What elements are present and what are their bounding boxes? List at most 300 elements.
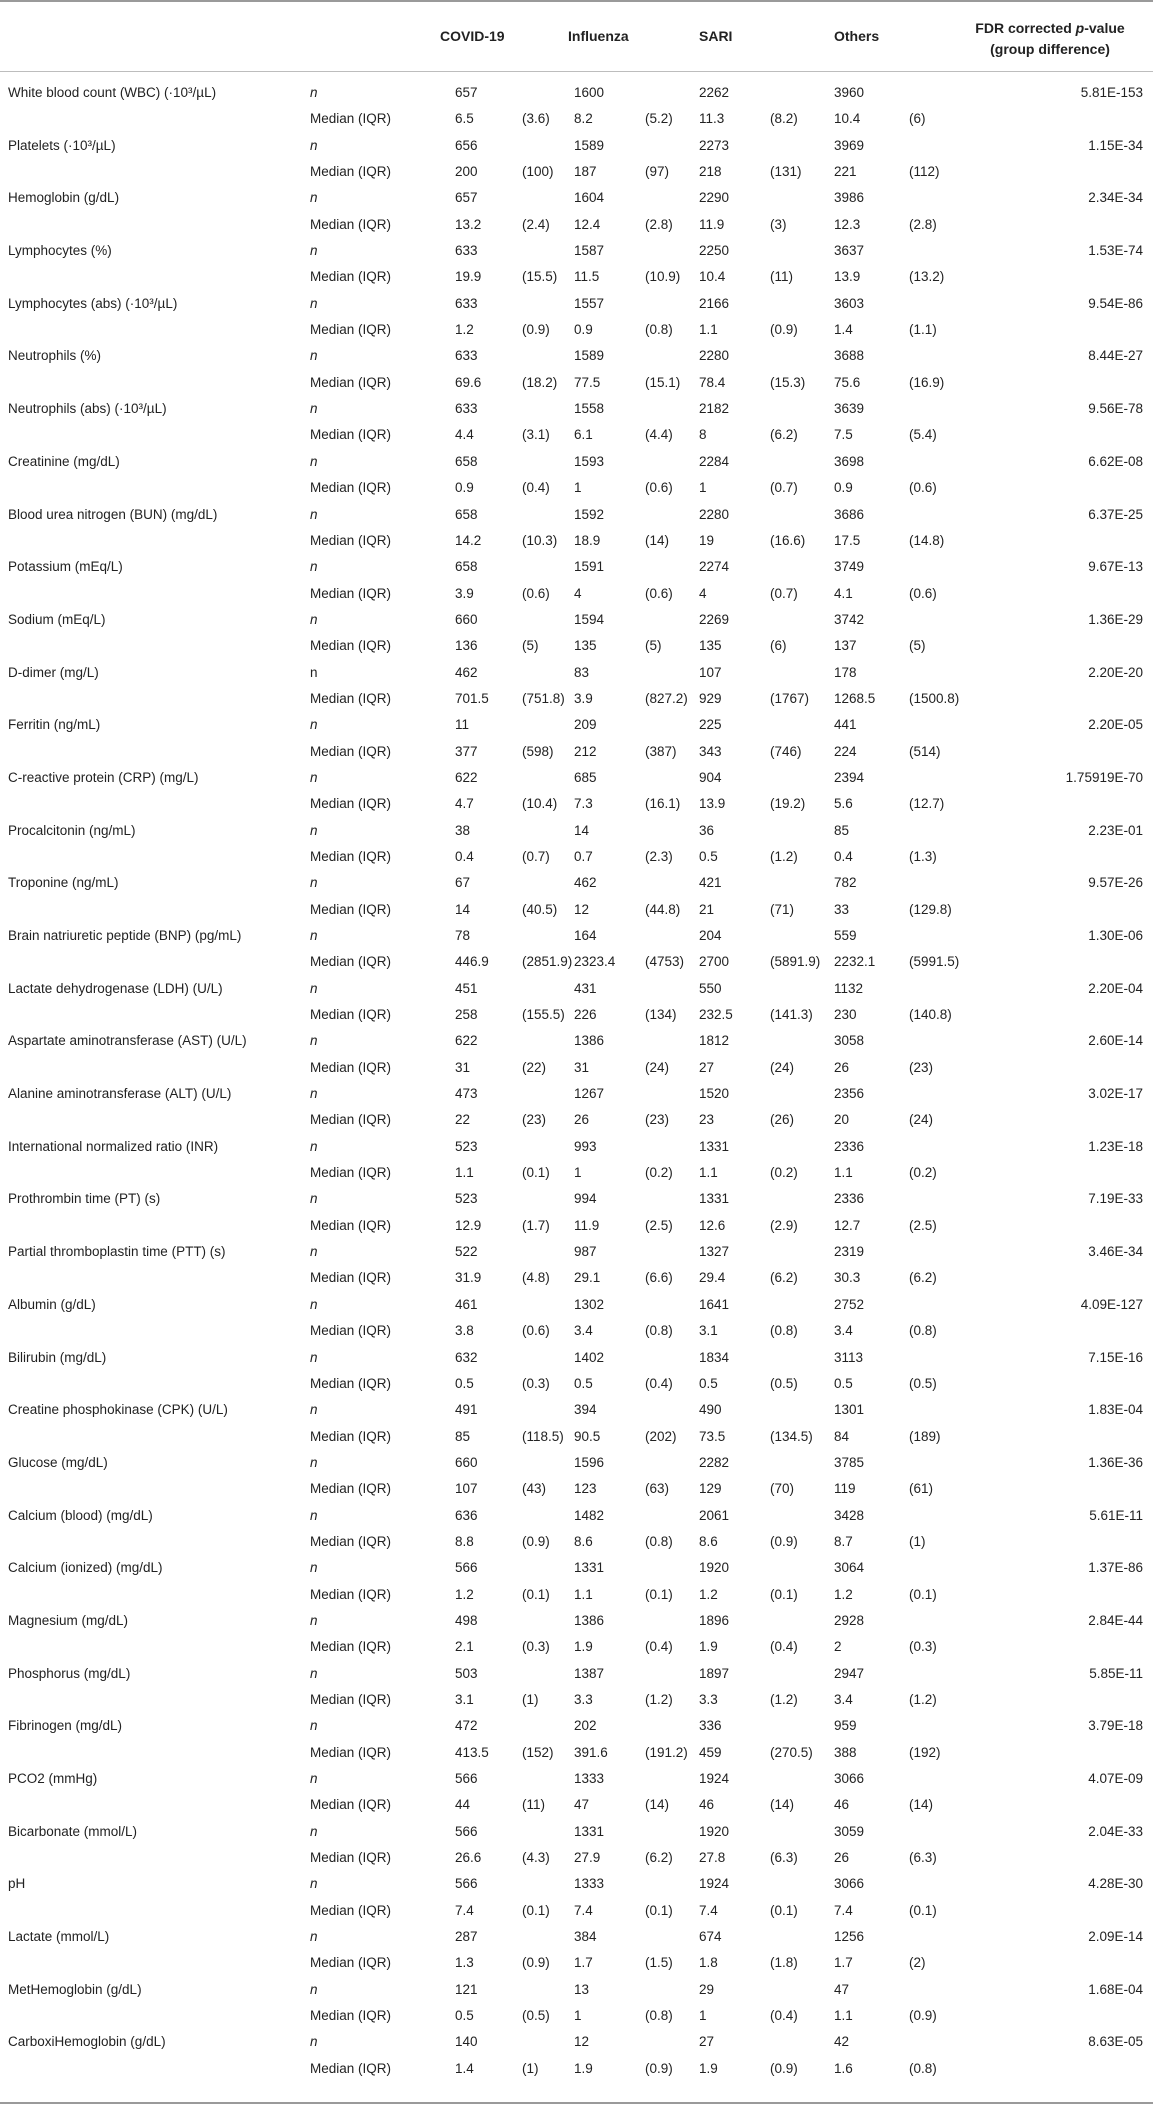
- cell-value: 123: [574, 1481, 597, 1497]
- cell-iqr: (0.9): [522, 1533, 550, 1549]
- cell-iqr: (24): [770, 1059, 795, 1075]
- cell-value: 137: [834, 638, 857, 654]
- cell-value: 11.9: [574, 1217, 600, 1233]
- cell-value: 1333: [574, 1876, 605, 1892]
- cell-value: 14.2: [455, 532, 482, 548]
- cell-iqr: (0.5): [770, 1375, 798, 1391]
- table-row: [0, 1792, 1153, 1818]
- cell-value: 1558: [574, 401, 605, 417]
- cell-value: 3742: [834, 611, 865, 627]
- header-rule: [0, 71, 1153, 72]
- cell-pvalue: 5.85E-11: [1089, 1665, 1143, 1681]
- row-stat: Median (IQR): [310, 1691, 392, 1707]
- cell-value: 1132: [834, 980, 864, 996]
- cell-pvalue: 2.23E-01: [1088, 822, 1143, 838]
- row-stat: Median (IQR): [310, 269, 392, 285]
- cell-value: 1591: [574, 559, 605, 575]
- cell-value: 0.9: [574, 322, 593, 338]
- cell-value: 0.4: [834, 848, 853, 864]
- cell-pvalue: 6.62E-08: [1088, 453, 1143, 469]
- cell-value: 27.9: [574, 1850, 601, 1866]
- cell-value: 1.9: [699, 2060, 718, 2076]
- cell-value: 3428: [834, 1507, 865, 1523]
- cell-value: 462: [574, 875, 597, 891]
- cell-value: 3.4: [574, 1323, 593, 1339]
- cell-value: 8.2: [574, 111, 593, 127]
- row-stat: n: [310, 1191, 318, 1207]
- cell-iqr: (24): [909, 1112, 934, 1128]
- cell-value: 1604: [574, 190, 605, 206]
- cell-iqr: (0.6): [909, 585, 937, 601]
- cell-iqr: (0.1): [522, 1902, 550, 1918]
- cell-value: 2273: [699, 137, 730, 153]
- row-stat: n: [310, 243, 318, 259]
- cell-iqr: (0.3): [522, 1375, 550, 1391]
- row-stat: n: [310, 1507, 318, 1523]
- cell-value: 674: [699, 1929, 722, 1945]
- cell-iqr: (8.2): [770, 111, 798, 127]
- row-stat: n: [310, 1138, 318, 1154]
- cell-pvalue: 4.07E-09: [1088, 1771, 1143, 1786]
- cell-value: 2166: [699, 295, 730, 311]
- cell-value: 136: [455, 638, 478, 654]
- cell-value: 993: [574, 1138, 597, 1154]
- cell-iqr: (140.8): [909, 1007, 952, 1023]
- cell-value: 3.3: [574, 1691, 593, 1707]
- cell-value: 3064: [834, 1560, 865, 1576]
- row-stat: Median (IQR): [310, 480, 392, 496]
- cell-value: 701.5: [455, 690, 489, 706]
- table-row: [0, 1345, 1153, 1371]
- cell-value: 413.5: [455, 1744, 489, 1760]
- row-label: Sodium (mEq/L): [8, 611, 106, 627]
- cell-value: 26: [834, 1059, 850, 1075]
- row-stat: Median (IQR): [310, 1586, 392, 1602]
- header-fdr-pvalue: [955, 18, 1145, 60]
- cell-value: 1.6: [834, 2060, 853, 2076]
- row-stat: Median (IQR): [310, 216, 392, 232]
- row-stat: Median (IQR): [310, 1481, 392, 1497]
- cell-value: 2282: [699, 1454, 730, 1470]
- table-row: [0, 1898, 1153, 1924]
- row-stat: Median (IQR): [310, 1217, 392, 1233]
- cell-value: 38: [455, 822, 471, 838]
- cell-value: 3066: [834, 1771, 865, 1786]
- cell-value: 121: [455, 1981, 478, 1997]
- cell-pvalue: 1.68E-04: [1088, 1981, 1143, 1997]
- cell-value: 7.3: [574, 796, 593, 812]
- cell-iqr: (0.1): [770, 1902, 798, 1918]
- cell-iqr: (4.3): [522, 1850, 550, 1866]
- table-row: [0, 1134, 1153, 1160]
- row-stat: n: [310, 611, 318, 627]
- cell-value: 1.3: [455, 1955, 474, 1971]
- cell-value: 1596: [574, 1454, 605, 1470]
- cell-iqr: (751.8): [522, 690, 565, 706]
- cell-value: 3969: [834, 137, 865, 153]
- cell-pvalue: 1.15E-34: [1088, 137, 1143, 153]
- cell-iqr: (10.4): [522, 796, 558, 812]
- cell-iqr: (6.2): [645, 1850, 673, 1866]
- cell-value: 212: [574, 743, 597, 759]
- cell-iqr: (15.1): [645, 374, 681, 390]
- row-label: Albumin (g/dL): [8, 1296, 96, 1312]
- cell-pvalue: 2.20E-20: [1088, 664, 1143, 680]
- row-stat: n: [310, 85, 318, 100]
- cell-iqr: (12.7): [909, 796, 945, 812]
- cell-value: 2336: [834, 1191, 865, 1207]
- cell-value: 2061: [699, 1507, 730, 1523]
- cell-value: 2394: [834, 769, 865, 785]
- row-label: Platelets (·10³/µL): [8, 137, 116, 153]
- row-stat: n: [310, 137, 318, 153]
- cell-iqr: (5991.5): [909, 954, 960, 970]
- cell-iqr: (1.7): [522, 1217, 550, 1233]
- row-stat: Median (IQR): [310, 2008, 392, 2024]
- cell-value: 27: [699, 2034, 715, 2050]
- cell-value: 1302: [574, 1296, 605, 1312]
- cell-value: 2319: [834, 1244, 865, 1260]
- cell-value: 2290: [699, 190, 730, 206]
- cell-value: 566: [455, 1771, 478, 1786]
- cell-value: 178: [834, 664, 857, 680]
- cell-value: 1924: [699, 1771, 730, 1786]
- cell-value: 2250: [699, 243, 730, 259]
- row-stat: Median (IQR): [310, 1007, 392, 1023]
- cell-value: 226: [574, 1007, 597, 1023]
- table-row: [0, 897, 1153, 923]
- row-label: Fibrinogen (mg/dL): [8, 1718, 123, 1734]
- row-stat: Median (IQR): [310, 1533, 392, 1549]
- cell-iqr: (71): [770, 901, 795, 917]
- row-label: Prothrombin time (PT) (s): [8, 1191, 161, 1207]
- cell-iqr: (5.4): [909, 427, 937, 443]
- cell-iqr: (2.8): [909, 216, 937, 232]
- table-row: [0, 1582, 1153, 1608]
- cell-iqr: (5): [909, 638, 926, 654]
- cell-value: 1897: [699, 1665, 730, 1681]
- row-label: Lymphocytes (%): [8, 243, 112, 259]
- cell-iqr: (0.8): [909, 2060, 937, 2076]
- cell-iqr: (23): [522, 1112, 547, 1128]
- row-stat: n: [310, 717, 318, 733]
- row-stat: Median (IQR): [310, 1955, 392, 1971]
- cell-value: 7.4: [834, 1902, 853, 1918]
- cell-pvalue: 3.02E-17: [1088, 1086, 1143, 1102]
- row-stat: n: [310, 506, 318, 522]
- cell-value: 343: [699, 743, 722, 759]
- table-row: [0, 607, 1153, 633]
- cell-value: 451: [455, 980, 478, 996]
- cell-value: 69.6: [455, 374, 482, 390]
- row-stat: Median (IQR): [310, 1112, 392, 1128]
- cell-value: 498: [455, 1612, 478, 1628]
- cell-value: 3.4: [834, 1323, 853, 1339]
- row-stat: n: [310, 1771, 318, 1786]
- cell-iqr: (4753): [645, 954, 685, 970]
- cell-value: 462: [455, 664, 478, 680]
- cell-value: 6.5: [455, 111, 474, 127]
- cell-value: 388: [834, 1744, 857, 1760]
- cell-iqr: (0.6): [522, 585, 550, 601]
- table-row: [0, 765, 1153, 791]
- cell-value: 135: [574, 638, 597, 654]
- cell-value: 12.4: [574, 216, 601, 232]
- table-row: [0, 528, 1153, 554]
- table-row: [0, 739, 1153, 765]
- cell-value: 1641: [699, 1296, 730, 1312]
- cell-iqr: (2.8): [645, 216, 673, 232]
- table-row: [0, 844, 1153, 870]
- cell-pvalue: 8.44E-27: [1088, 348, 1143, 364]
- table-row: [0, 1397, 1153, 1423]
- cell-value: 421: [699, 875, 722, 891]
- cell-iqr: (0.8): [909, 1323, 937, 1339]
- cell-value: 632: [455, 1349, 478, 1365]
- table-row: [0, 1950, 1153, 1976]
- cell-value: 12: [574, 2034, 590, 2050]
- cell-value: 633: [455, 401, 478, 417]
- cell-value: 209: [574, 717, 597, 733]
- cell-value: 336: [699, 1718, 722, 1734]
- cell-value: 31.9: [455, 1270, 482, 1286]
- cell-value: 18.9: [574, 532, 601, 548]
- cell-value: 75.6: [834, 374, 861, 390]
- cell-value: 0.4: [455, 848, 474, 864]
- cell-pvalue: 5.61E-11: [1089, 1507, 1143, 1523]
- cell-value: 2182: [699, 401, 730, 417]
- row-stat: Median (IQR): [310, 848, 392, 864]
- cell-value: 1.1: [834, 1165, 853, 1181]
- cell-value: 1301: [834, 1402, 865, 1418]
- cell-value: 36: [699, 822, 715, 838]
- cell-iqr: (0.9): [522, 1955, 550, 1971]
- cell-pvalue: 3.79E-18: [1088, 1718, 1143, 1734]
- row-stat: Median (IQR): [310, 532, 392, 548]
- cell-value: 26.6: [455, 1850, 482, 1866]
- cell-iqr: (100): [522, 164, 554, 180]
- cell-value: 287: [455, 1929, 478, 1945]
- table-row: [0, 1924, 1153, 1950]
- cell-iqr: (0.7): [770, 585, 798, 601]
- cell-value: 503: [455, 1665, 478, 1681]
- row-label: Aspartate aminotransferase (AST) (U/L): [8, 1033, 247, 1049]
- cell-iqr: (0.1): [909, 1586, 937, 1602]
- cell-value: 1482: [574, 1507, 605, 1523]
- cell-pvalue: 2.84E-44: [1088, 1612, 1143, 1628]
- cell-value: 994: [574, 1191, 597, 1207]
- cell-value: 523: [455, 1191, 478, 1207]
- cell-iqr: (1.1): [909, 322, 937, 338]
- cell-pvalue: 7.19E-33: [1088, 1191, 1143, 1207]
- cell-iqr: (134): [645, 1007, 677, 1023]
- row-label: CarboxiHemoglobin (g/dL): [8, 2034, 166, 2050]
- row-stat: n: [310, 453, 318, 469]
- row-stat: Median (IQR): [310, 638, 392, 654]
- table-row: [0, 185, 1153, 211]
- row-stat: n: [310, 822, 318, 838]
- cell-pvalue: 8.63E-05: [1088, 2034, 1143, 2050]
- row-label: Phosphorus (mg/dL): [8, 1665, 131, 1681]
- cell-iqr: (0.1): [522, 1586, 550, 1602]
- table-row: [0, 1318, 1153, 1344]
- row-stat: n: [310, 559, 318, 575]
- row-stat: n: [310, 1402, 318, 1418]
- cell-value: 14: [574, 822, 590, 838]
- cell-value: 78: [455, 928, 471, 943]
- cell-value: 29: [699, 1981, 715, 1997]
- cell-pvalue: 4.09E-127: [1080, 1296, 1143, 1312]
- cell-value: 1331: [699, 1191, 730, 1207]
- table-row: [0, 264, 1153, 290]
- row-stat: n: [310, 2034, 318, 2050]
- cell-value: 522: [455, 1244, 478, 1260]
- row-stat: n: [310, 401, 318, 417]
- cell-iqr: (24): [645, 1059, 670, 1075]
- cell-iqr: (6.2): [770, 1270, 798, 1286]
- cell-value: 658: [455, 506, 478, 522]
- cell-value: 3639: [834, 401, 865, 417]
- header-influenza: Influenza: [568, 28, 629, 44]
- table-row: [0, 1819, 1153, 1845]
- cell-pvalue: 1.37E-86: [1088, 1560, 1143, 1576]
- cell-value: 47: [834, 1981, 850, 1997]
- cell-iqr: (11): [770, 269, 794, 285]
- cell-value: 19: [699, 532, 715, 548]
- row-label: Potassium (mEq/L): [8, 559, 123, 575]
- cell-value: 384: [574, 1929, 597, 1945]
- cell-iqr: (14): [645, 532, 670, 548]
- cell-value: 90.5: [574, 1428, 601, 1444]
- cell-iqr: (0.8): [645, 2008, 673, 2024]
- row-label: Magnesium (mg/dL): [8, 1612, 129, 1628]
- table-row: [0, 2029, 1153, 2055]
- row-stat: n: [310, 190, 318, 206]
- cell-value: 3603: [834, 295, 865, 311]
- row-stat: Median (IQR): [310, 1270, 392, 1286]
- table-row: [0, 343, 1153, 369]
- cell-iqr: (16.6): [770, 532, 806, 548]
- cell-value: 1.9: [574, 2060, 593, 2076]
- cell-pvalue: 9.57E-26: [1088, 875, 1143, 891]
- cell-value: 2269: [699, 611, 730, 627]
- cell-iqr: (0.6): [522, 1323, 550, 1339]
- cell-value: 0.5: [574, 1375, 593, 1391]
- cell-value: 1.1: [834, 2008, 853, 2024]
- cell-iqr: (4.8): [522, 1270, 550, 1286]
- table-row: [0, 818, 1153, 844]
- cell-value: 559: [834, 928, 857, 943]
- cell-value: 2232.1: [834, 954, 876, 970]
- row-label: MetHemoglobin (g/dL): [8, 1981, 142, 1997]
- table-row: [0, 1107, 1153, 1133]
- row-label: Ferritin (ng/mL): [8, 717, 101, 733]
- cell-iqr: (0.4): [770, 1639, 798, 1655]
- cell-iqr: (5): [645, 638, 662, 654]
- cell-iqr: (0.4): [522, 480, 550, 496]
- cell-value: 391.6: [574, 1744, 608, 1760]
- cell-iqr: (129.8): [909, 901, 952, 917]
- cell-value: 1386: [574, 1033, 605, 1049]
- cell-value: 46: [834, 1797, 850, 1813]
- cell-value: 14: [455, 901, 471, 917]
- row-stat: Median (IQR): [310, 427, 392, 443]
- cell-iqr: (131): [770, 164, 802, 180]
- row-label: D-dimer (mg/L): [8, 664, 99, 680]
- cell-iqr: (44.8): [645, 901, 681, 917]
- table-row: [0, 1292, 1153, 1318]
- cell-iqr: (0.4): [645, 1375, 673, 1391]
- row-label: White blood count (WBC) (·10³/µL): [8, 85, 217, 100]
- table-row: [0, 660, 1153, 686]
- cell-value: 13.2: [455, 216, 482, 232]
- cell-value: 10.4: [699, 269, 726, 285]
- cell-value: 31: [574, 1059, 590, 1075]
- cell-iqr: (1767): [770, 690, 810, 706]
- cell-value: 232.5: [699, 1007, 733, 1023]
- cell-value: 11: [455, 717, 470, 733]
- table-row: [0, 1265, 1153, 1291]
- cell-value: 782: [834, 875, 857, 891]
- cell-iqr: (2.5): [645, 1217, 673, 1233]
- cell-value: 1600: [574, 85, 605, 100]
- cell-value: 0.5: [455, 1375, 474, 1391]
- row-label: Troponine (ng/mL): [8, 875, 119, 891]
- row-stat: Median (IQR): [310, 1797, 392, 1813]
- cell-value: 566: [455, 1876, 478, 1892]
- cell-value: 12.6: [699, 1217, 726, 1233]
- cell-value: 3066: [834, 1876, 865, 1892]
- cell-value: 3.9: [574, 690, 593, 706]
- cell-value: 2336: [834, 1138, 865, 1154]
- cell-value: 1594: [574, 611, 605, 627]
- cell-value: 1327: [699, 1244, 730, 1260]
- cell-value: 1: [574, 2008, 582, 2024]
- cell-value: 1896: [699, 1612, 730, 1628]
- cell-value: 1386: [574, 1612, 605, 1628]
- cell-value: 19.9: [455, 269, 482, 285]
- row-stat: n: [310, 769, 318, 785]
- table-row: [0, 1503, 1153, 1529]
- cell-value: 33: [834, 901, 850, 917]
- cell-value: 633: [455, 295, 478, 311]
- table-row: [0, 291, 1153, 317]
- table-row: [0, 1186, 1153, 1212]
- cell-iqr: (5): [522, 638, 539, 654]
- cell-pvalue: 7.15E-16: [1088, 1349, 1143, 1365]
- cell-value: 135: [699, 638, 722, 654]
- cell-value: 3058: [834, 1033, 865, 1049]
- cell-value: 187: [574, 164, 597, 180]
- cell-value: 550: [699, 980, 722, 996]
- cell-iqr: (14.8): [909, 532, 945, 548]
- row-label: Bilirubin (mg/dL): [8, 1349, 107, 1365]
- cell-value: 8.8: [455, 1533, 474, 1549]
- table-row: [0, 1055, 1153, 1081]
- table-row: [0, 502, 1153, 528]
- cell-iqr: (1.2): [770, 1691, 798, 1707]
- cell-value: 1589: [574, 137, 605, 153]
- table-row: [0, 159, 1153, 185]
- table-row: [0, 2003, 1153, 2029]
- cell-value: 1268.5: [834, 690, 876, 706]
- cell-iqr: (0.2): [645, 1165, 673, 1181]
- row-label: pH: [8, 1876, 26, 1892]
- cell-value: 11.9: [699, 216, 725, 232]
- row-label: Creatinine (mg/dL): [8, 453, 120, 469]
- row-stat: Median (IQR): [310, 743, 392, 759]
- cell-value: 85: [455, 1428, 471, 1444]
